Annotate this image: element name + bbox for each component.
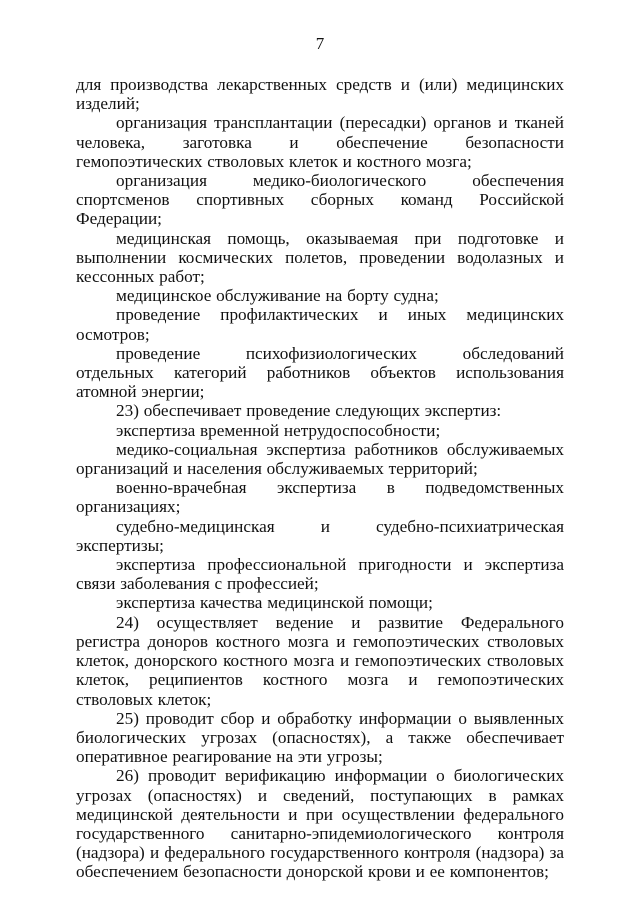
paragraph-item-26: 26) проводит верификацию информации о биологических угрозах (опасностях) и сведений, поступающих в рамках медицинской деятельности и при осуществлении федерального государственного санитарно-эпидемиологического контроля (надзора) и федерального государственного контроля (надзора) за обеспечением безопасности донорской крови и ее компонентов; [76,766,564,882]
paragraph-quality-expertise: экспертиза качества медицинской помощи; [116,593,433,613]
paragraph-item-24: 24) осуществляет ведение и развитие Федерального регистра доноров костного мозга и гемопоэтических стволовых клеток, донорского костного мозга и гемопоэтических стволовых клеток, реципиентов костного мозга и гемопоэтических стволовых клеток; [76,612,564,709]
paragraph-forensic-expertise: судебно-медицинская и судебно-психиатрическая экспертизы; [76,516,564,555]
paragraph-temporary-disability: экспертиза временной нетрудоспособности; [116,420,441,440]
paragraph-professional-fitness: экспертиза профессиональной пригодности и экспертиза связи заболевания с профессией; [76,555,564,594]
paragraph-space-diving-care: медицинская помощь, оказываемая при подготовке и выполнении космических полетов, проведении водолазных и кессонных работ; [76,228,564,287]
paragraph-continuation: для производства лекарственных средств и (или) медицинских изделий; [76,75,564,114]
paragraph-sports-medicine: организация медико-биологического обеспечения спортсменов спортивных сборных команд Российской Федерации; [76,171,564,229]
paragraph-medical-examinations: проведение профилактических и иных медицинских осмотров; [76,305,564,344]
paragraph-medico-social-expertise: медико-социальная экспертиза работников обслуживаемых организаций и населения обслуживаемых территорий; [76,439,564,479]
paragraph-item-23: 23) обеспечивает проведение следующих экспертиз: [116,401,502,421]
page-number: 7 [315,34,325,53]
paragraph-ship-service: медицинское обслуживание на борту судна; [116,286,439,306]
paragraph-military-medical-expertise: военно-врачебная экспертиза в подведомственных организациях; [76,478,564,517]
paragraph-item-25: 25) проводит сбор и обработку информации о выявленных биологических угрозах (опасностях), а также обеспечивает оперативное реагирование на эти угрозы; [76,708,564,767]
document-body [76,75,564,882]
paragraph-psychophysiological-exams: проведение психофизиологических обследований отдельных категорий работников объектов использования атомной энергии; [76,343,564,402]
paragraph-transplantation: организация трансплантации (пересадки) органов и тканей человека, заготовка и обеспечение безопасности гемопоэтических стволовых клеток и костного мозга; [76,113,564,171]
